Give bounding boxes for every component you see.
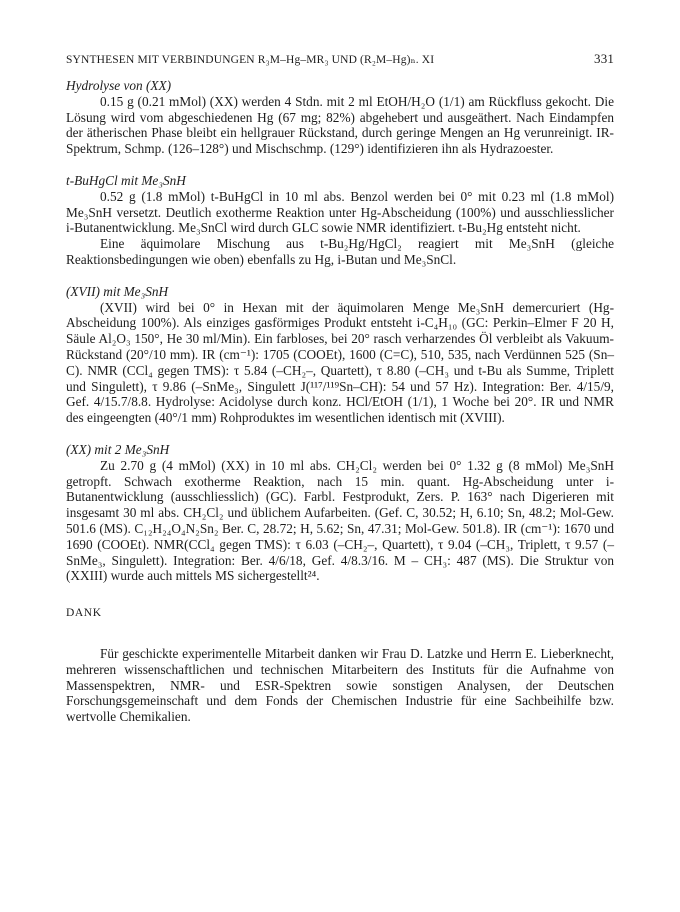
section-xx bbox=[66, 442, 614, 584]
section-tbuhgcl bbox=[66, 173, 614, 268]
section-paragraph: 0.15 g (0.21 mMol) (XX) werden 4 Stdn. mit 2 ml EtOH/H₂O (1/1) am Rückfluss gekocht. Die Lösung wird vom abgeschiedenen Hg (67 mg; 82%) abgehebert und ausgeäthert. Nach Eindampfen der ätherischen Phase bleibt ein hellgrauer Rückstand, durch geringe Mengen an Hg verunreinigt. IR-Spektrum, Schmp. (126–128°) und Mischschmp. (129°) identifizieren ihn als Hydrazoester. bbox=[66, 93, 614, 157]
page-number: 331 bbox=[594, 51, 614, 66]
section-paragraph: Zu 2.70 g (4 mMol) (XX) in 10 ml abs. CH₂Cl₂ werden bei 0° 1.32 g (8 mMol) Me₃SnH getropft. Schwach exotherme Reaktion, nach 15 min. quant. Hg-Abscheidung unter i-Butanentwicklung (ausschliesslich) (GC). Farbl. Festprodukt, Zers. P. 163° nach Digerieren mit insgesamt 30 ml abs. CH₂Cl₂ und üblichem Aufarbeiten. (Gef. C, 30.52; H, 6.10; Sn, 48.2; Mol-Gew. 501.6 (MS). C₁₂H₂₄O₄N₂Sn₂ Ber. C, 28.72; H, 5.62; Sn, 47.31; Mol-Gew. 501.8). IR (cm⁻¹): 1670 und 1690 (COOEt). NMR(CCl₄ gegen TMS): τ 6.03 (–CH₂–, Quartett), τ 9.04 (–CH₃, Triplett, τ 9.57 (–SnMe₃, Singulett). Integration: Ber. 4/6/18, Gef. 4/8.3/16. M – CH₃: 487 (MS). Die Struktur von (XXIII) wurde auch mittels MS sichergestellt²⁴. bbox=[66, 457, 614, 584]
section-heading: (XVII) mit Me₃SnH bbox=[66, 283, 169, 299]
section-paragraph: (XVII) wird bei 0° in Hexan mit der äquimolaren Menge Me₃SnH demercuriert (Hg-Abscheidung 100%). Als einziges gasförmiges Produkt entsteht i-C₄H₁₀ (GC: Perkin–Elmer F 20 H, Säule Al₂O₃ 150°, He 30 ml/Min). Ein farbloses, bei 20° rasch verharzendes Öl verbleibt als Vakuum-Rückstand (20°/10 mm). IR (cm⁻¹): 1705 (COOEt), 1600 (C=C), 510, 535, nach Verdünnen 525 (Sn–C). NMR (CCl₄ gegen TMS): τ 5.84 (–CH₂–, Quartett), τ 8.80 (–CH₃ und t-Bu als Summe, Triplett und Singulett), τ 9.86 (–SnMe₃, Singulett J(¹¹⁷/¹¹⁹Sn–CH): 54 und 57 Hz). Integration: Ber. 4/15/9, Gef. 4/15.7/8.8. Hydrolyse: Acidolyse durch konz. HCl/EtOH (1/1), 1 Woche bei 20°. IR und NMR des eingeengten (40°/1 mm) Rohproduktes im wesentlichen identisch mit (XVIII). bbox=[66, 299, 614, 426]
section-heading: t-BuHgCl mit Me₃SnH bbox=[66, 172, 186, 188]
section-heading: Hydrolyse von (XX) bbox=[66, 78, 172, 93]
section-paragraph: Eine äquimolare Mischung aus t-Bu₂Hg/HgCl₂ reagiert mit Me₃SnH (gleiche Reaktionsbedingungen wie oben) ebenfalls zu Hg, i-Butan und Me₃SnCl. bbox=[66, 236, 614, 267]
main-content bbox=[66, 78, 614, 725]
acknowledgements-label: DANK bbox=[66, 607, 102, 620]
section-hydrolyse bbox=[66, 78, 614, 157]
running-header bbox=[66, 52, 614, 66]
running-title: SYNTHESEN MIT VERBINDUNGEN R₃M–Hg–MR₃ UND (R₂M–Hg)ₙ. XI bbox=[66, 54, 435, 66]
section-heading: (XX) mit 2 Me₃SnH bbox=[66, 441, 170, 457]
section-paragraph: 0.52 g (1.8 mMol) t-BuHgCl in 10 ml abs. Benzol werden bei 0° mit 0.23 ml (1.8 mMol) Me₃SnH versetzt. Deutlich exotherme Reaktion unter Hg-Abscheidung (100%) und ausschliesslicher i-Butanentwicklung. Me₃SnCl wird durch GLC sowie NMR identifiziert. t-Bu₂Hg entsteht nicht. bbox=[66, 188, 614, 236]
acknowledgements-text: Für geschickte experimentelle Mitarbeit danken wir Frau D. Latzke und Herrn E. Lieberknecht, mehreren wissenschaftlichen und technischen Mitarbeitern des Instituts für die Aufnahme von Massenspektren, NMR- und ESR-Spektren sowie sonstigen Analysen, der Deutschen Forschungsgemeinschaft und dem Fonds der Chemischen Industrie für eine Sachbeihilfe bzw. wertvolle Chemikalien. bbox=[66, 645, 614, 725]
section-xvii bbox=[66, 284, 614, 426]
